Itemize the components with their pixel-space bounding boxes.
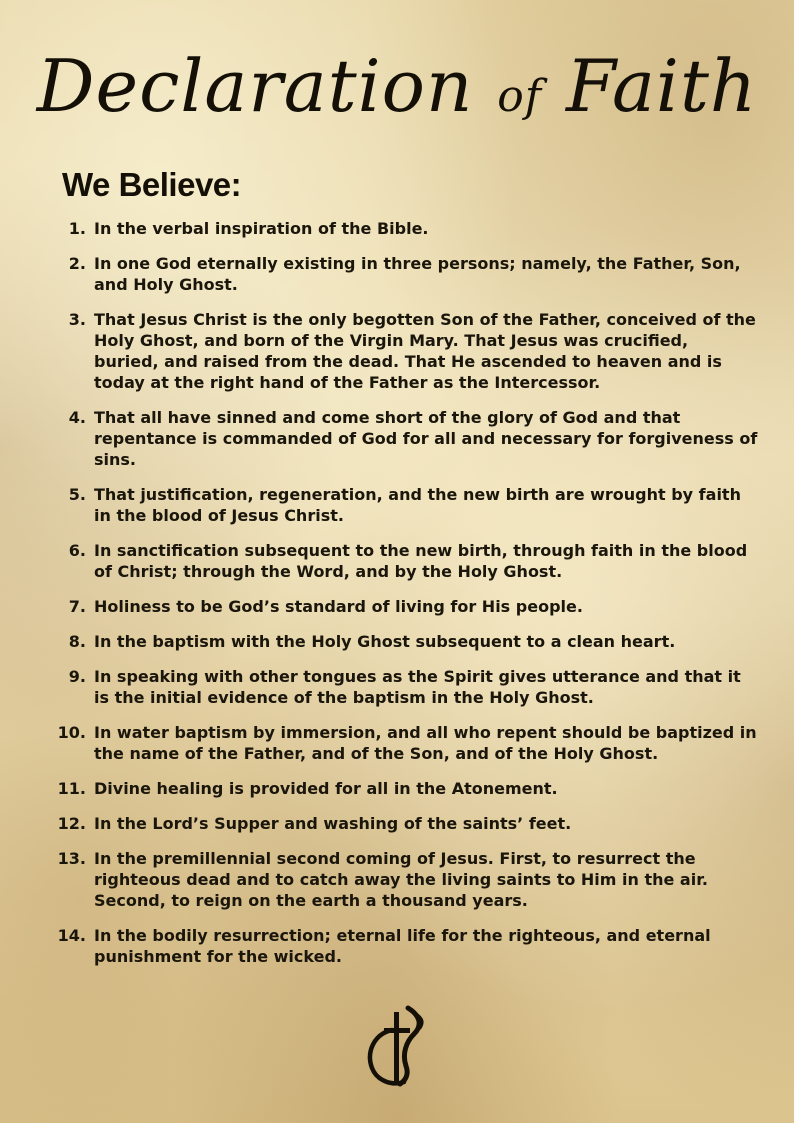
belief-item-number: 6.: [68, 541, 86, 560]
belief-item-text: In the premillennial second coming of Jesus. First, to resurrect the righteous dead and to catch away the living saints to Him in the air. Second, to reign on the earth a thousand years.: [94, 849, 708, 910]
belief-item-text: In the Lord’s Supper and washing of the saints’ feet.: [94, 814, 572, 833]
belief-item-number: 13.: [57, 849, 86, 868]
belief-item: [48, 540, 758, 582]
belief-item-number: 2.: [68, 254, 86, 273]
belief-item: [48, 484, 758, 526]
belief-item: [48, 778, 758, 799]
belief-item-number: 10.: [57, 723, 86, 742]
belief-item: [48, 218, 758, 239]
title-word-faith: Faith: [565, 44, 758, 128]
page-title: [0, 44, 794, 128]
belief-item-number: 3.: [68, 310, 86, 329]
we-believe-heading: We Believe:: [62, 166, 242, 203]
belief-item-text: In the bodily resurrection; eternal life for the righteous, and eternal punishment for the wicked.: [94, 926, 711, 966]
belief-item-number: 8.: [68, 632, 86, 651]
belief-item-number: 4.: [68, 408, 86, 427]
belief-item-number: 5.: [68, 485, 86, 504]
belief-item: [48, 309, 758, 393]
belief-item: [48, 813, 758, 834]
belief-item-text: That justification, regeneration, and the new birth are wrought by faith in the blood of Jesus Christ.: [94, 485, 741, 525]
belief-item-text: That Jesus Christ is the only begotten Son of the Father, conceived of the Holy Ghost, and born of the Virgin Mary. That Jesus was crucified, buried, and raised from the dead. That He ascended to heaven and is today at the right hand of the Father as the Intercessor.: [94, 310, 756, 392]
belief-item: [48, 407, 758, 470]
belief-item-number: 7.: [68, 597, 86, 616]
belief-item: [48, 722, 758, 764]
belief-item: [48, 848, 758, 911]
belief-item-number: 12.: [57, 814, 86, 833]
belief-list: [48, 218, 758, 981]
belief-item-text: Holiness to be God’s standard of living for His people.: [94, 597, 583, 616]
belief-item-number: 1.: [68, 219, 86, 238]
belief-item: [48, 253, 758, 295]
belief-item: [48, 596, 758, 617]
belief-item-number: 14.: [57, 926, 86, 945]
belief-item-text: Divine healing is provided for all in the Atonement.: [94, 779, 558, 798]
belief-item: [48, 631, 758, 652]
title-word-declaration: Declaration: [36, 44, 474, 128]
title-word-of: of: [497, 71, 543, 122]
belief-item-text: In one God eternally existing in three persons; namely, the Father, Son, and Holy Ghost.: [94, 254, 741, 294]
belief-item-number: 9.: [68, 667, 86, 686]
belief-item: [48, 666, 758, 708]
belief-item-text: In water baptism by immersion, and all who repent should be baptized in the name of the Father, and of the Son, and of the Holy Ghost.: [94, 723, 757, 763]
belief-item-number: 11.: [57, 779, 86, 798]
cross-flame-logo-icon: [362, 1004, 432, 1088]
belief-item-text: In the verbal inspiration of the Bible.: [94, 219, 429, 238]
belief-item-text: In speaking with other tongues as the Spirit gives utterance and that it is the initial evidence of the baptism in the Holy Ghost.: [94, 667, 741, 707]
belief-item-text: In sanctification subsequent to the new birth, through faith in the blood of Christ; through the Word, and by the Holy Ghost.: [94, 541, 748, 581]
belief-item-text: That all have sinned and come short of the glory of God and that repentance is commanded of God for all and necessary for forgiveness of sins.: [94, 408, 758, 469]
belief-item: [48, 925, 758, 967]
belief-item-text: In the baptism with the Holy Ghost subsequent to a clean heart.: [94, 632, 676, 651]
